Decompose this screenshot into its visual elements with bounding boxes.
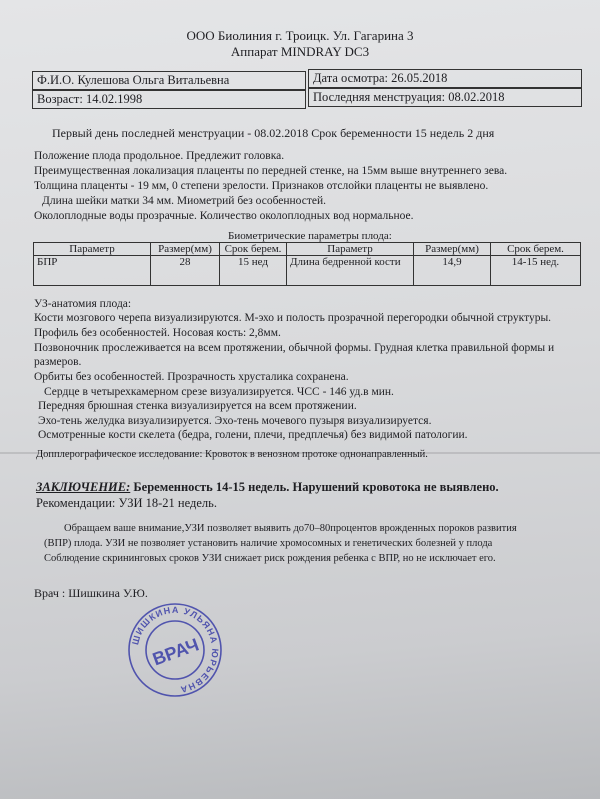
patient-age-label: Возраст: <box>37 92 83 106</box>
conclusion-text: Беременность 14-15 недель. Нарушений кровотока не выявлено. <box>133 480 499 494</box>
exam-date-label: Дата осмотра: <box>313 71 389 85</box>
table-cell: Длина бедренной кости <box>287 256 414 286</box>
device-header: Аппарат MINDRAY DC3 <box>230 44 370 59</box>
column-header: Срок берем. <box>220 243 287 256</box>
anatomy-line: Эхо-тень желудка визуализируется. Эхо-тень мочевого пузыря визуализируется. <box>38 415 432 427</box>
biometry-caption: Биометрические параметры плода: <box>228 230 392 242</box>
doppler-line: Допплерографическое исследование: Кровоток в венозном протоке однонаправленный. <box>36 449 428 460</box>
finding-line: Положение плода продольное. Предлежит головка. <box>34 150 285 162</box>
column-header: Срок берем. <box>491 243 581 256</box>
finding-line: Околоплодные воды прозрачные. Количество околоплодных вод нормальное. <box>34 210 414 222</box>
finding-line: Преимущественная локализация плаценты по передней стенке, на 15мм выше внутреннего зева. <box>34 165 508 177</box>
column-header: Размер(мм) <box>414 243 491 256</box>
anatomy-line: Профиль без особенностей. Носовая кость: 2,8мм. <box>34 327 281 339</box>
anatomy-line: Позвоночник прослеживается на всем протяжении, обычной формы. Грудная клетка правильной формы и <box>34 342 555 354</box>
patient-name-box <box>32 71 306 90</box>
table-cell: БПР <box>34 256 151 286</box>
column-header: Размер(мм) <box>151 243 220 256</box>
table-cell: 14-15 нед. <box>491 256 581 286</box>
table-cell: 28 <box>151 256 220 286</box>
last-menses-box <box>308 88 582 107</box>
anatomy-line: УЗ-анатомия плода: <box>34 298 132 310</box>
svg-text:ВРАЧ: ВРАЧ <box>149 634 202 670</box>
conclusion <box>36 480 499 495</box>
finding-line: Толщина плаценты - 19 мм, 0 степени зрелости. Признаков отслойки плаценты не выявлено. <box>34 180 489 192</box>
patient-age-box <box>32 90 306 109</box>
table-header-row <box>34 243 581 256</box>
doctor-signature-line: Врач : Шишкина У.Ю. <box>34 586 148 600</box>
patient-dob: 14.02.1998 <box>85 92 143 106</box>
anatomy-line: Кости мозгового черепа визуализируются. М-эхо и полость прозрачной перегородки обычной структуры. <box>34 312 552 324</box>
column-header: Параметр <box>34 243 151 256</box>
recommendations: Рекомендации: УЗИ 18-21 недель. <box>36 496 217 510</box>
exam-date: 26.05.2018 <box>391 71 448 85</box>
biometry-table <box>33 242 581 286</box>
anatomy-line: Сердце в четырехкамерном срезе визуализируется. ЧСС - 146 уд.в мин. <box>44 386 394 398</box>
finding-line: Длина шейки матки 34 мм. Миометрий без особенностей. <box>42 195 326 207</box>
doctor-stamp-seal <box>125 600 225 700</box>
exam-date-box <box>308 69 582 88</box>
clinic-header: ООО Биолиния г. Троицк. Ул. Гагарина 3 <box>186 28 414 43</box>
last-menses-label: Последняя менструация: <box>313 90 446 104</box>
gestation-summary: Первый день последней менструации - 08.02.2018 Срок беременности 15 недель 2 дня <box>52 126 495 140</box>
svg-text:ШИШКИНА УЛЬЯНА ЮРЬЕВНА: ШИШКИНА УЛЬЯНА ЮРЬЕВНА <box>130 604 221 695</box>
notice-line: (ВПР) плода. УЗИ не позволяет установить наличие хромосомных и генетических болезней у плода <box>44 538 493 549</box>
anatomy-line: Орбиты без особенностей. Прозрачность хрусталика сохранена. <box>34 371 349 383</box>
patient-name-label: Ф.И.О. <box>37 73 75 87</box>
anatomy-line: Передняя брюшная стенка визуализируется на всем протяжении. <box>38 400 357 412</box>
table-cell: 15 нед <box>220 256 287 286</box>
table-row <box>34 256 581 286</box>
notice-line: Соблюдение скрининговых сроков УЗИ снижает риск рождения ребенка с ВПР, но не исключает его. <box>44 553 496 564</box>
conclusion-label: ЗАКЛЮЧЕНИЕ: <box>36 480 131 494</box>
table-cell: 14,9 <box>414 256 491 286</box>
last-menses-date: 08.02.2018 <box>448 90 505 104</box>
column-header: Параметр <box>287 243 414 256</box>
patient-name: Кулешова Ольга Витальевна <box>77 73 230 87</box>
notice-line: Обращаем ваше внимание,УЗИ позволяет выявить до70–80процентов врожденных пороков развития <box>64 523 517 534</box>
anatomy-line: размеров. <box>34 356 82 368</box>
anatomy-line: Осмотренные кости скелета (бедра, голени, плечи, предплечья) без видимой патологии. <box>38 429 468 441</box>
